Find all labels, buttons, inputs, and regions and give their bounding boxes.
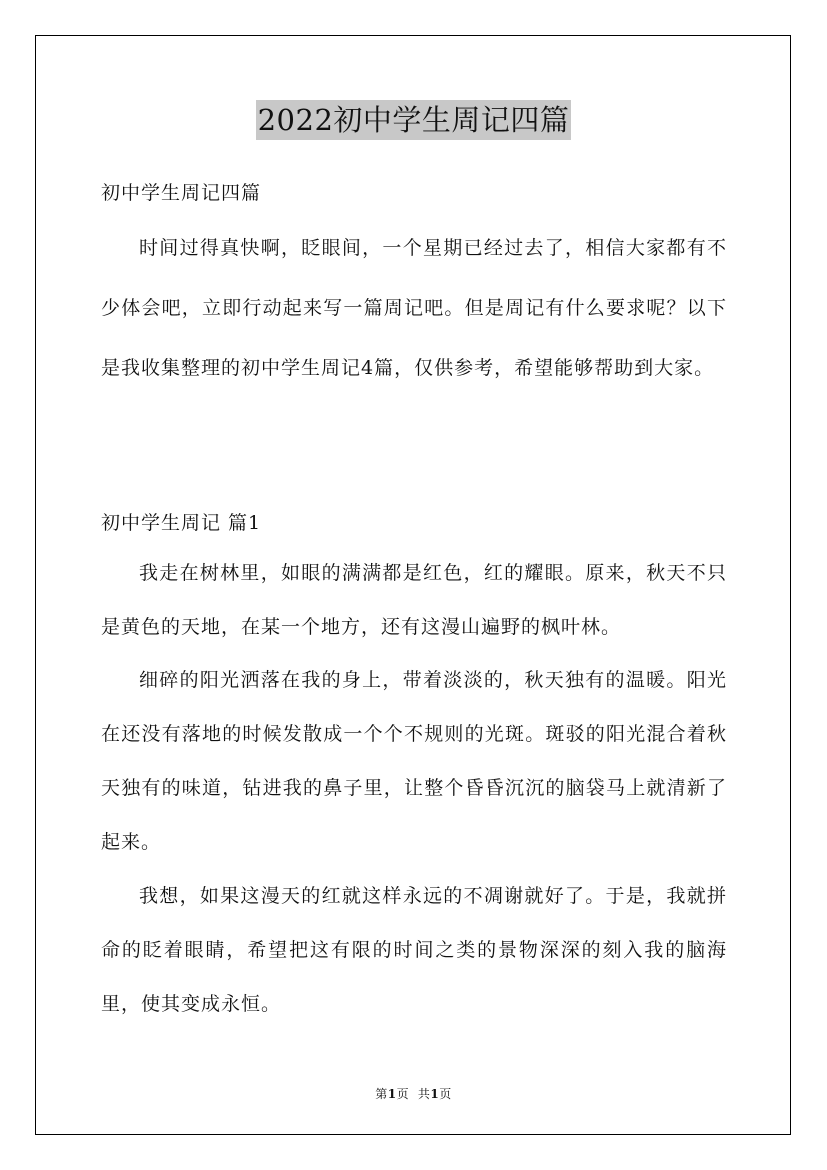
document-subtitle: 初中学生周记四篇 <box>101 182 262 204</box>
body-paragraph-1: 我走在树林里，如眼的满满都是红色，红的耀眼。原来，秋天不只是黄色的天地，在某一个地方，还有这漫山遍野的枫叶林。 <box>101 562 727 638</box>
title-container <box>0 100 827 140</box>
total-suffix: 页 <box>439 1087 452 1101</box>
body-paragraph-3: 我想，如果这漫天的红就这样永远的不凋谢就好了。于是，我就拼命的眨着眼睛，希望把这有限的时间之类的景物深深的刻入我的脑海里，使其变成永恒。 <box>101 885 727 1015</box>
section-heading: 初中学生周记 篇1 <box>101 512 262 534</box>
intro-paragraph: 时间过得真快啊，眨眼间，一个星期已经过去了，相信大家都有不少体会吧，立即行动起来写一篇周记吧。但是周记有什么要求呢？以下是我收集整理的初中学生周记4篇，仅供参考，希望能够帮助到大家。 <box>101 237 727 379</box>
total-pages: 1 <box>430 1087 440 1101</box>
total-prefix: 共 <box>417 1087 431 1101</box>
page-footer <box>0 1085 827 1102</box>
page-suffix: 页 <box>396 1087 410 1101</box>
document-title: 2022初中学生周记四篇 <box>256 100 572 140</box>
page-prefix: 第 <box>375 1087 388 1101</box>
page-number: 1 <box>387 1087 397 1101</box>
body-paragraph-2: 细碎的阳光洒落在我的身上，带着淡淡的，秋天独有的温暖。阳光在还没有落地的时候发散成一个个不规则的光斑。斑驳的阳光混合着秋天独有的味道，钻进我的鼻子里，让整个昏昏沉沉的脑袋马上就清新了起来。 <box>101 669 727 853</box>
